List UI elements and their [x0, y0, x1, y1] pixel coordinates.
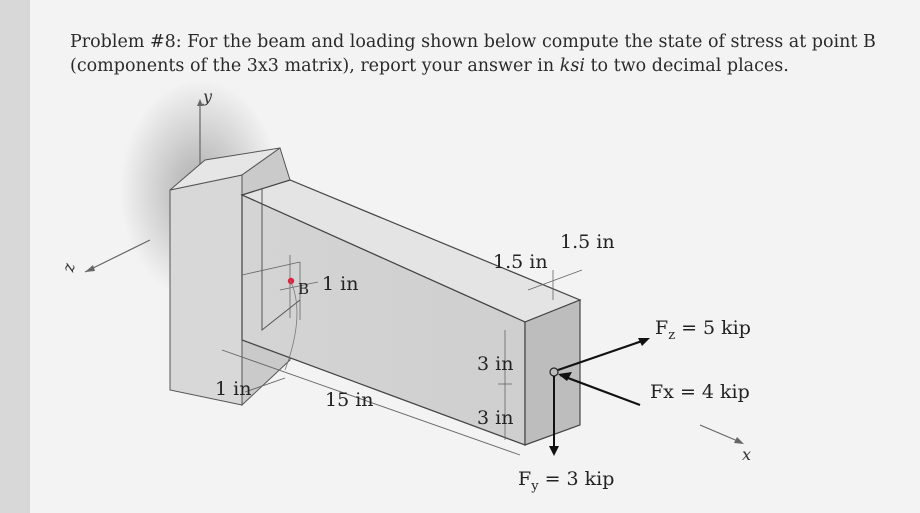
x-axis-arrow	[734, 437, 744, 444]
dim-b-offset: 1 in	[322, 273, 359, 295]
dim-height-a: 3 in	[477, 353, 514, 375]
fy-label: $F_y = 3$ kip	[518, 468, 615, 494]
point-b-label: B	[298, 280, 310, 298]
x-axis-label: x	[742, 445, 752, 464]
dim-width-a: 1.5 in	[493, 251, 548, 273]
dim-base-offset: 1 in	[215, 378, 252, 400]
y-axis-label: y	[203, 87, 213, 106]
z-axis-label: z	[58, 261, 79, 274]
beam-end-face	[525, 300, 580, 445]
point-b-marker	[288, 278, 294, 284]
fx-label: Fx = 4 kip	[650, 381, 750, 403]
dim-height-b: 3 in	[477, 407, 514, 429]
unit-ksi: ksi	[559, 56, 585, 76]
fy-arrow-head	[549, 446, 559, 456]
width-dim-line	[528, 270, 582, 290]
wall-front-face	[170, 175, 242, 405]
problem-line-2: (components of the 3x3 matrix), report your answer in ksi to two decimal places.	[70, 56, 789, 76]
x-axis	[700, 425, 740, 442]
z-axis-arrow	[85, 265, 95, 272]
dim-length: 15 in	[325, 389, 374, 411]
problem-line-1: Problem #8: For the beam and loading shown below compute the state of stress at point B	[70, 32, 876, 52]
fz-label: $F_z = 5$ kip	[655, 317, 751, 343]
dim-width-b: 1.5 in	[560, 231, 615, 253]
